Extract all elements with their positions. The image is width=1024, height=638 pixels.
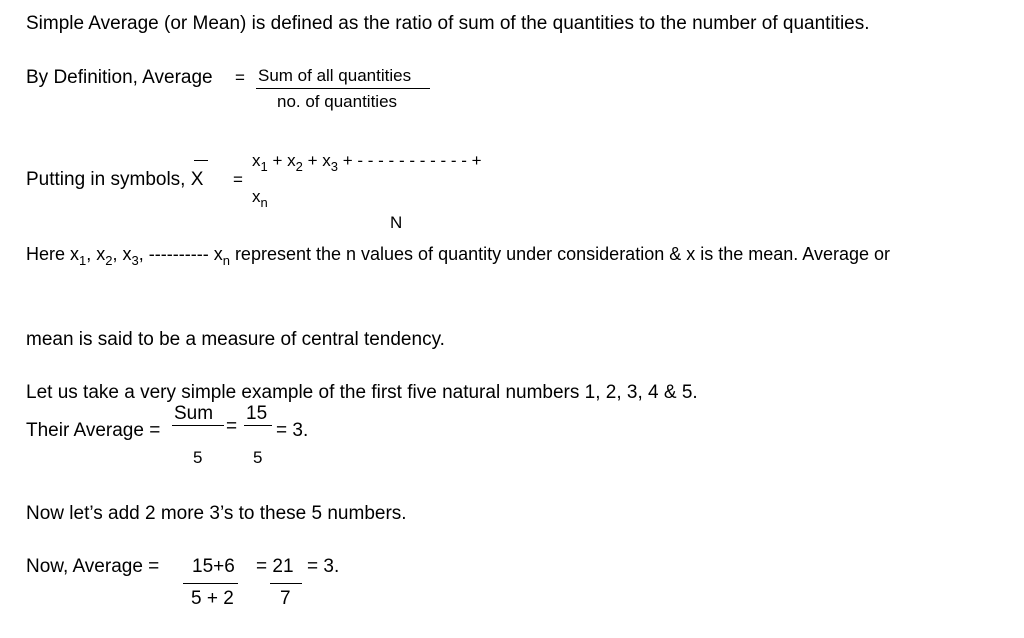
now-den2: 7 [280,588,291,609]
definition-numerator: Sum of all quantities [258,66,412,85]
example-eq1: = [226,416,238,437]
symbols-xn: $x_n$ [252,187,268,210]
definition-denominator: no. of quantities [277,92,398,111]
intro-text: Simple Average (or Mean) is defined as the ratio of sum of the quantities to the number of quantities. [26,13,870,34]
definition-equals: = [235,68,245,87]
now-fraction-bar-2 [270,583,302,584]
now-label: Now, Average = [26,556,160,577]
now-fraction-bar-1 [183,583,238,584]
symbols-label: Putting in symbols, X [26,169,204,190]
here-text: Here $x_1$, $x_2$, $x_3$, ---------- $x_n$ represent the n values of quantity under consideration & x is the mean. Average or [26,244,891,268]
example-intro: Let us take a very simple example of the first five natural numbers 1, 2, 3, 4 & 5. [26,382,698,403]
definition-label: By Definition, Average [26,67,213,88]
example-fifteen: 15 [246,403,268,424]
example-label: Their Average = [26,420,161,441]
mean-overbar [194,160,208,161]
symbols-n: N [390,213,403,232]
add-text: Now let’s add 2 more 3’s to these 5 numbers. [26,503,407,524]
symbols-series: $x_1 + x_2 + x_3$ + - - - - - - - - - - - + [252,151,482,174]
example-result: = 3. [276,420,309,441]
example-den1: 5 [193,448,203,467]
example-den2: 5 [253,448,263,467]
now-result: = 3. [307,556,340,577]
now-den1: 5 + 2 [191,588,234,609]
now-eq: = 21 [256,556,294,577]
central-tendency-text: mean is said to be a measure of central tendency. [26,329,445,350]
definition-fraction-bar [256,88,430,89]
example-fraction-bar-2 [244,425,272,426]
example-sum: Sum [174,403,214,424]
example-fraction-bar-1 [172,425,224,426]
symbols-equals: = [233,170,243,189]
now-numerator: 15+6 [192,556,235,577]
